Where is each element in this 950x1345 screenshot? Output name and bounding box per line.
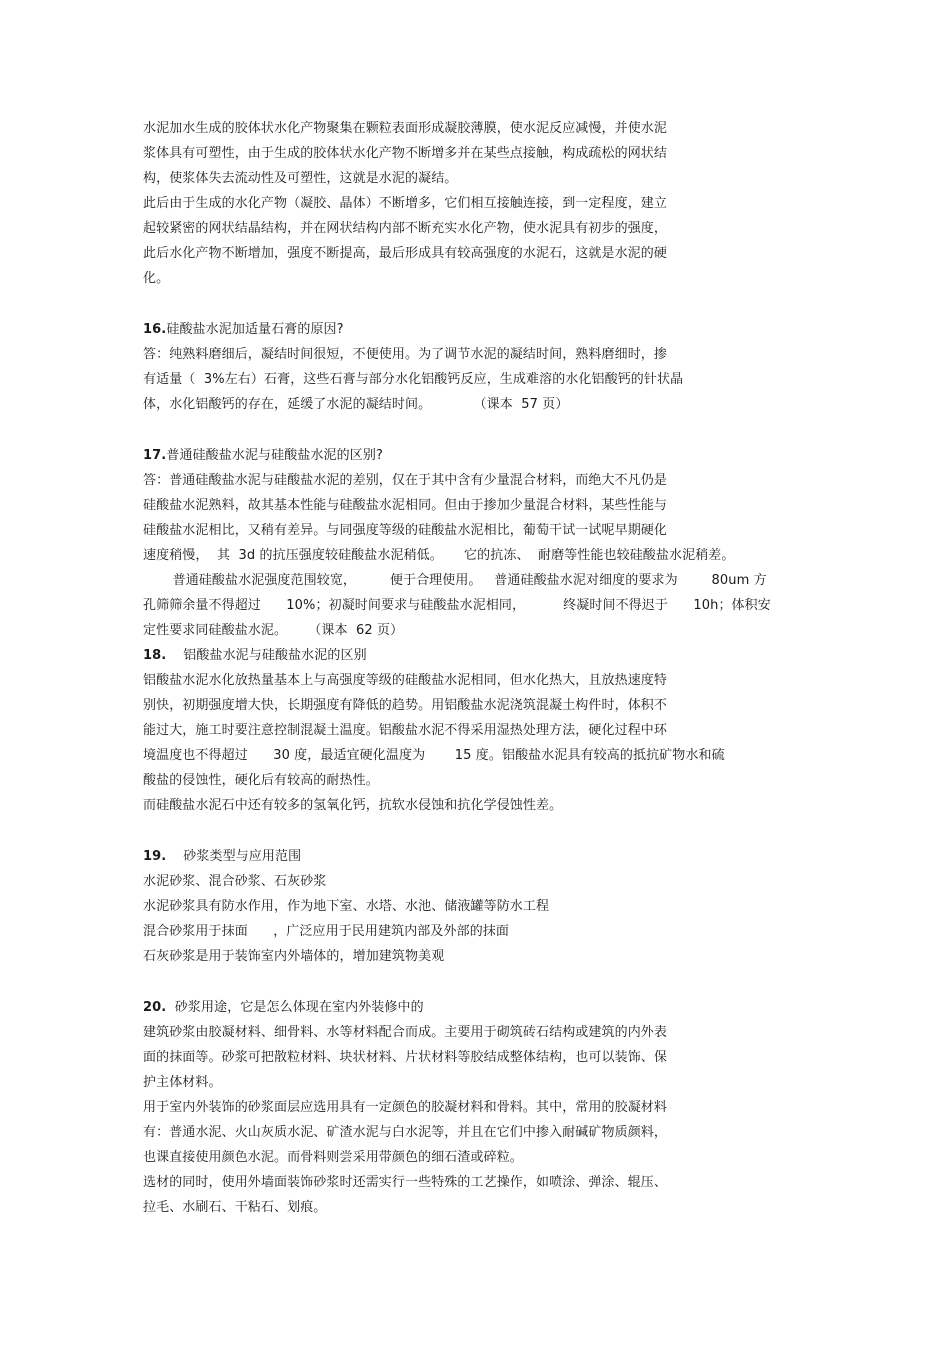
text-line: 别快，初期强度增大快，长期强度有降低的趋势。用铝酸盐水泥浇筑混凝土构件时，体积不 — [143, 698, 668, 713]
text-line: 定性要求同硅酸盐水泥。 （课本 62 页） — [143, 623, 404, 638]
text-line: 水泥砂浆、混合砂浆、石灰砂浆 — [143, 874, 327, 889]
text-line: 起较紧密的网状结晶结构，并在网状结构内部不断充实水化产物，使水泥具有初步的强度， — [143, 221, 668, 236]
text-line: 此后水化产物不断增加，强度不断提高，最后形成具有较高强度的水泥石，这就是水泥的硬 — [143, 246, 668, 261]
text-line: 浆体具有可塑性，由于生成的胶体状水化产物不断增多并在某些点接触，构成疏松的网状结 — [143, 146, 668, 161]
text-line: 此后由于生成的水化产物（凝胶、晶体）不断增多，它们相互接触连接，到一定程度，建立 — [143, 196, 668, 211]
text-line: 选材的同时，使用外墙面装饰砂浆时还需实行一些特殊的工艺操作，如喷涂、弹涂、辊压、 — [143, 1175, 668, 1190]
text-line: 也课直接使用颜色水泥。而骨料则尝采用带颜色的细石渣或碎粒。 — [143, 1150, 523, 1165]
text-line: 护主体材料。 — [143, 1075, 222, 1090]
text-line: 孔筛筛余量不得超过 10%；初凝时间要求与硅酸盐水泥相同， 终凝时间不得迟于 10h；体积安 — [143, 598, 771, 613]
text-line: 有：普通水泥、火山灰质水泥、矿渣水泥与白水泥等，并且在它们中掺入耐碱矿物质颜料， — [143, 1125, 668, 1140]
text-line: 建筑砂浆由胶凝材料、细骨料、水等材料配合而成。主要用于砌筑砖石结构或建筑的内外表 — [143, 1025, 668, 1040]
text-line: 水泥砂浆具有防水作用，作为地下室、水塔、水池、储液罐等防水工程 — [143, 899, 550, 914]
text-line: 速度稍慢， 其 3d 的抗压强度较硅酸盐水泥稍低。 它的抗冻、 耐磨等性能也较硅酸盐水泥稍差。 — [143, 548, 735, 563]
text-line: 能过大，施工时要注意控制混凝土温度。铝酸盐水泥不得采用湿热处理方法，硬化过程中环 — [143, 723, 668, 738]
text-line: 面的抹面等。砂浆可把散粒材料、块状材料、片状材料等胶结成整体结构，也可以装饰、保 — [143, 1050, 668, 1065]
text-line: 用于室内外装饰的砂浆面层应选用具有一定颜色的胶凝材料和骨料。其中，常用的胶凝材料 — [143, 1100, 668, 1115]
question-title: 普通硅酸盐水泥与硅酸盐水泥的区别? — [166, 448, 383, 463]
question-title: 砂浆用途，它是怎么体现在室内外装修中的 — [166, 1000, 424, 1015]
text-line: 普通硅酸盐水泥强度范围较宽， 便于合理使用。 普通硅酸盐水泥对细度的要求为 80um 方 — [143, 573, 767, 588]
question-title: 硅酸盐水泥加适量石膏的原因? — [166, 322, 344, 337]
question-title: 砂浆类型与应用范围 — [166, 849, 302, 864]
text-line: 混合砂浆用于抹面 ，广泛应用于民用建筑内部及外部的抹面 — [143, 924, 509, 939]
question-heading-20 — [143, 999, 424, 1017]
text-line: 拉毛、水刷石、干粘石、划痕。 — [143, 1200, 327, 1215]
question-number: 20. — [143, 1000, 167, 1015]
question-heading-19 — [143, 848, 301, 866]
question-number: 17. — [143, 448, 167, 463]
question-title: 铝酸盐水泥与硅酸盐水泥的区别 — [166, 648, 367, 663]
question-number: 19. — [143, 849, 167, 864]
text-line: 境温度也不得超过 30 度，最适宜硬化温度为 15 度。铝酸盐水泥具有较高的抵抗矿物水和硫 — [143, 748, 725, 763]
question-heading-16 — [143, 321, 344, 339]
text-line: 有适量（ 3%左右）石膏，这些石膏与部分水化铝酸钙反应，生成难溶的水化铝酸钙的针状晶 — [143, 372, 684, 387]
text-line: 答：纯熟料磨细后，凝结时间很短，不便使用。为了调节水泥的凝结时间，熟料磨细时，掺 — [143, 347, 668, 362]
text-line: 水泥加水生成的胶体状水化产物聚集在颗粒表面形成凝胶薄膜，使水泥反应减慢，并使水泥 — [143, 121, 668, 136]
question-number: 18. — [143, 648, 167, 663]
text-line: 硅酸盐水泥相比，又稍有差异。与同强度等级的硅酸盐水泥相比，葡萄干试一试呢早期硬化 — [143, 523, 668, 538]
text-line: 硅酸盐水泥熟料，故其基本性能与硅酸盐水泥相同。但由于掺加少量混合材料，某些性能与 — [143, 498, 668, 513]
text-line: 而硅酸盐水泥石中还有较多的氢氧化钙，抗软水侵蚀和抗化学侵蚀性差。 — [143, 798, 563, 813]
text-line: 铝酸盐水泥水化放热量基本上与高强度等级的硅酸盐水泥相同，但水化热大，且放热速度特 — [143, 673, 668, 688]
question-heading-17 — [143, 447, 383, 465]
text-line: 石灰砂浆是用于装饰室内外墙体的，增加建筑物美观 — [143, 949, 445, 964]
text-line: 体，水化铝酸钙的存在，延缓了水泥的凝结时间。 （课本 57 页） — [143, 397, 569, 412]
question-heading-18 — [143, 647, 367, 665]
text-line: 化。 — [143, 271, 170, 286]
text-line: 答：普通硅酸盐水泥与硅酸盐水泥的差别，仅在于其中含有少量混合材料，而绝大不凡仍是 — [143, 473, 668, 488]
text-line: 酸盐的侵蚀性，硬化后有较高的耐热性。 — [143, 773, 379, 788]
question-number: 16. — [143, 322, 167, 337]
text-line: 构，使浆体失去流动性及可塑性，这就是水泥的凝结。 — [143, 171, 458, 186]
